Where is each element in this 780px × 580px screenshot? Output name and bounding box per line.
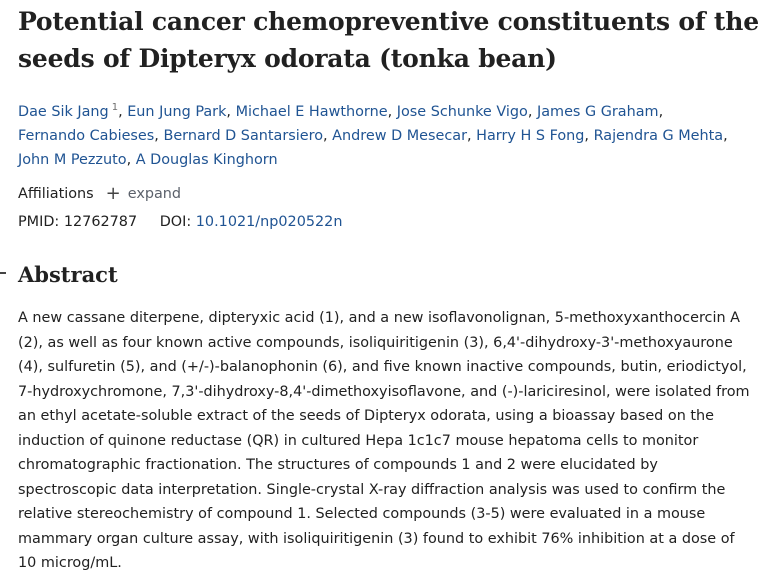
doi-label: DOI: [159,214,192,230]
author-link[interactable]: Jose Schunke Vigo [396,104,528,120]
author-link[interactable]: Andrew D Mesecar [332,128,467,144]
abstract-heading: Abstract [18,262,118,287]
pmid-value: 12762787 [63,214,138,230]
affiliations-row [18,184,768,204]
identifiers-row [18,212,768,232]
author-link[interactable]: Michael E Hawthorne [235,104,388,120]
author-link[interactable]: Rajendra G Mehta [593,128,724,144]
expand-label: expand [127,186,182,202]
author-link[interactable]: John M Pezzuto [18,152,127,168]
author-link[interactable]: Eun Jung Park [127,104,227,120]
affiliation-superscript[interactable]: 1 [111,102,119,114]
article-header [18,0,768,232]
section-marker [0,272,6,274]
author-link[interactable]: Harry H S Fong [476,128,585,144]
author-link[interactable]: A Douglas Kinghorn [135,152,278,168]
author-link[interactable]: Dae Sik Jang [18,104,109,120]
plus-icon: + [105,183,121,204]
author-list: Dae Sik Jang $^1$, Eun Jung Park, Michael E Hawthorne, Jose Schunke Vigo, James G Graham, Fernando Cabieses, Bernard D Santarsiero, Andrew D Mesecar, Harry H S Fong, Rajendra G Mehta, John M Pezzuto, A Douglas Kinghorn [18,102,728,168]
affiliations-label: Affiliations [18,186,94,202]
abstract-text: A new cassane diterpene, dipteryxic acid (1), and a new isoflavonolignan, 5-methoxyxanthocercin A (2), as well as four known active compounds, isoliquiritigenin (3), 6,4'-dihydroxy-3'-methoxyaurone (4), sulfuretin (5), and (+/-)-balanophonin (6), and five known inactive compounds, butin, eriodictyol, 7-hydroxychromone, 7,3'-dihydroxy-8,4'-dimethoxyisoflavone, and (-)-lariciresinol, were isolated from an ethyl acetate-soluble extract of the seeds of Dipteryx odorata, using a bioassay based on the induction of quinone reductase (QR) in cultured Hepa 1c1c7 mouse hepatoma cells to monitor chromatographic fractionation. The structures of compounds 1 and 2 were elucidated by spectroscopic data interpretation. Single-crystal X-ray diffraction analysis was used to confirm the relative stereochemistry of compound 1. Selected compounds (3-5) were evaluated in a mouse mammary organ culture assay, with isoliquiritigenin (3) found to exhibit 76% inhibition at a dose of 10 microg/mL. [18,310,750,571]
pmid-label: PMID: [18,214,60,230]
expand-affiliations-button[interactable] [106,184,181,204]
article-title: Potential cancer chemopreventive constituents of the seeds of Dipteryx odorata (tonka bean) [18,7,759,73]
author-link[interactable]: James G Graham [536,104,659,120]
author-link[interactable]: Bernard D Santarsiero [163,128,324,144]
doi-link[interactable]: 10.1021/np020522n [195,214,343,230]
author-link[interactable]: Fernando Cabieses [18,128,155,144]
